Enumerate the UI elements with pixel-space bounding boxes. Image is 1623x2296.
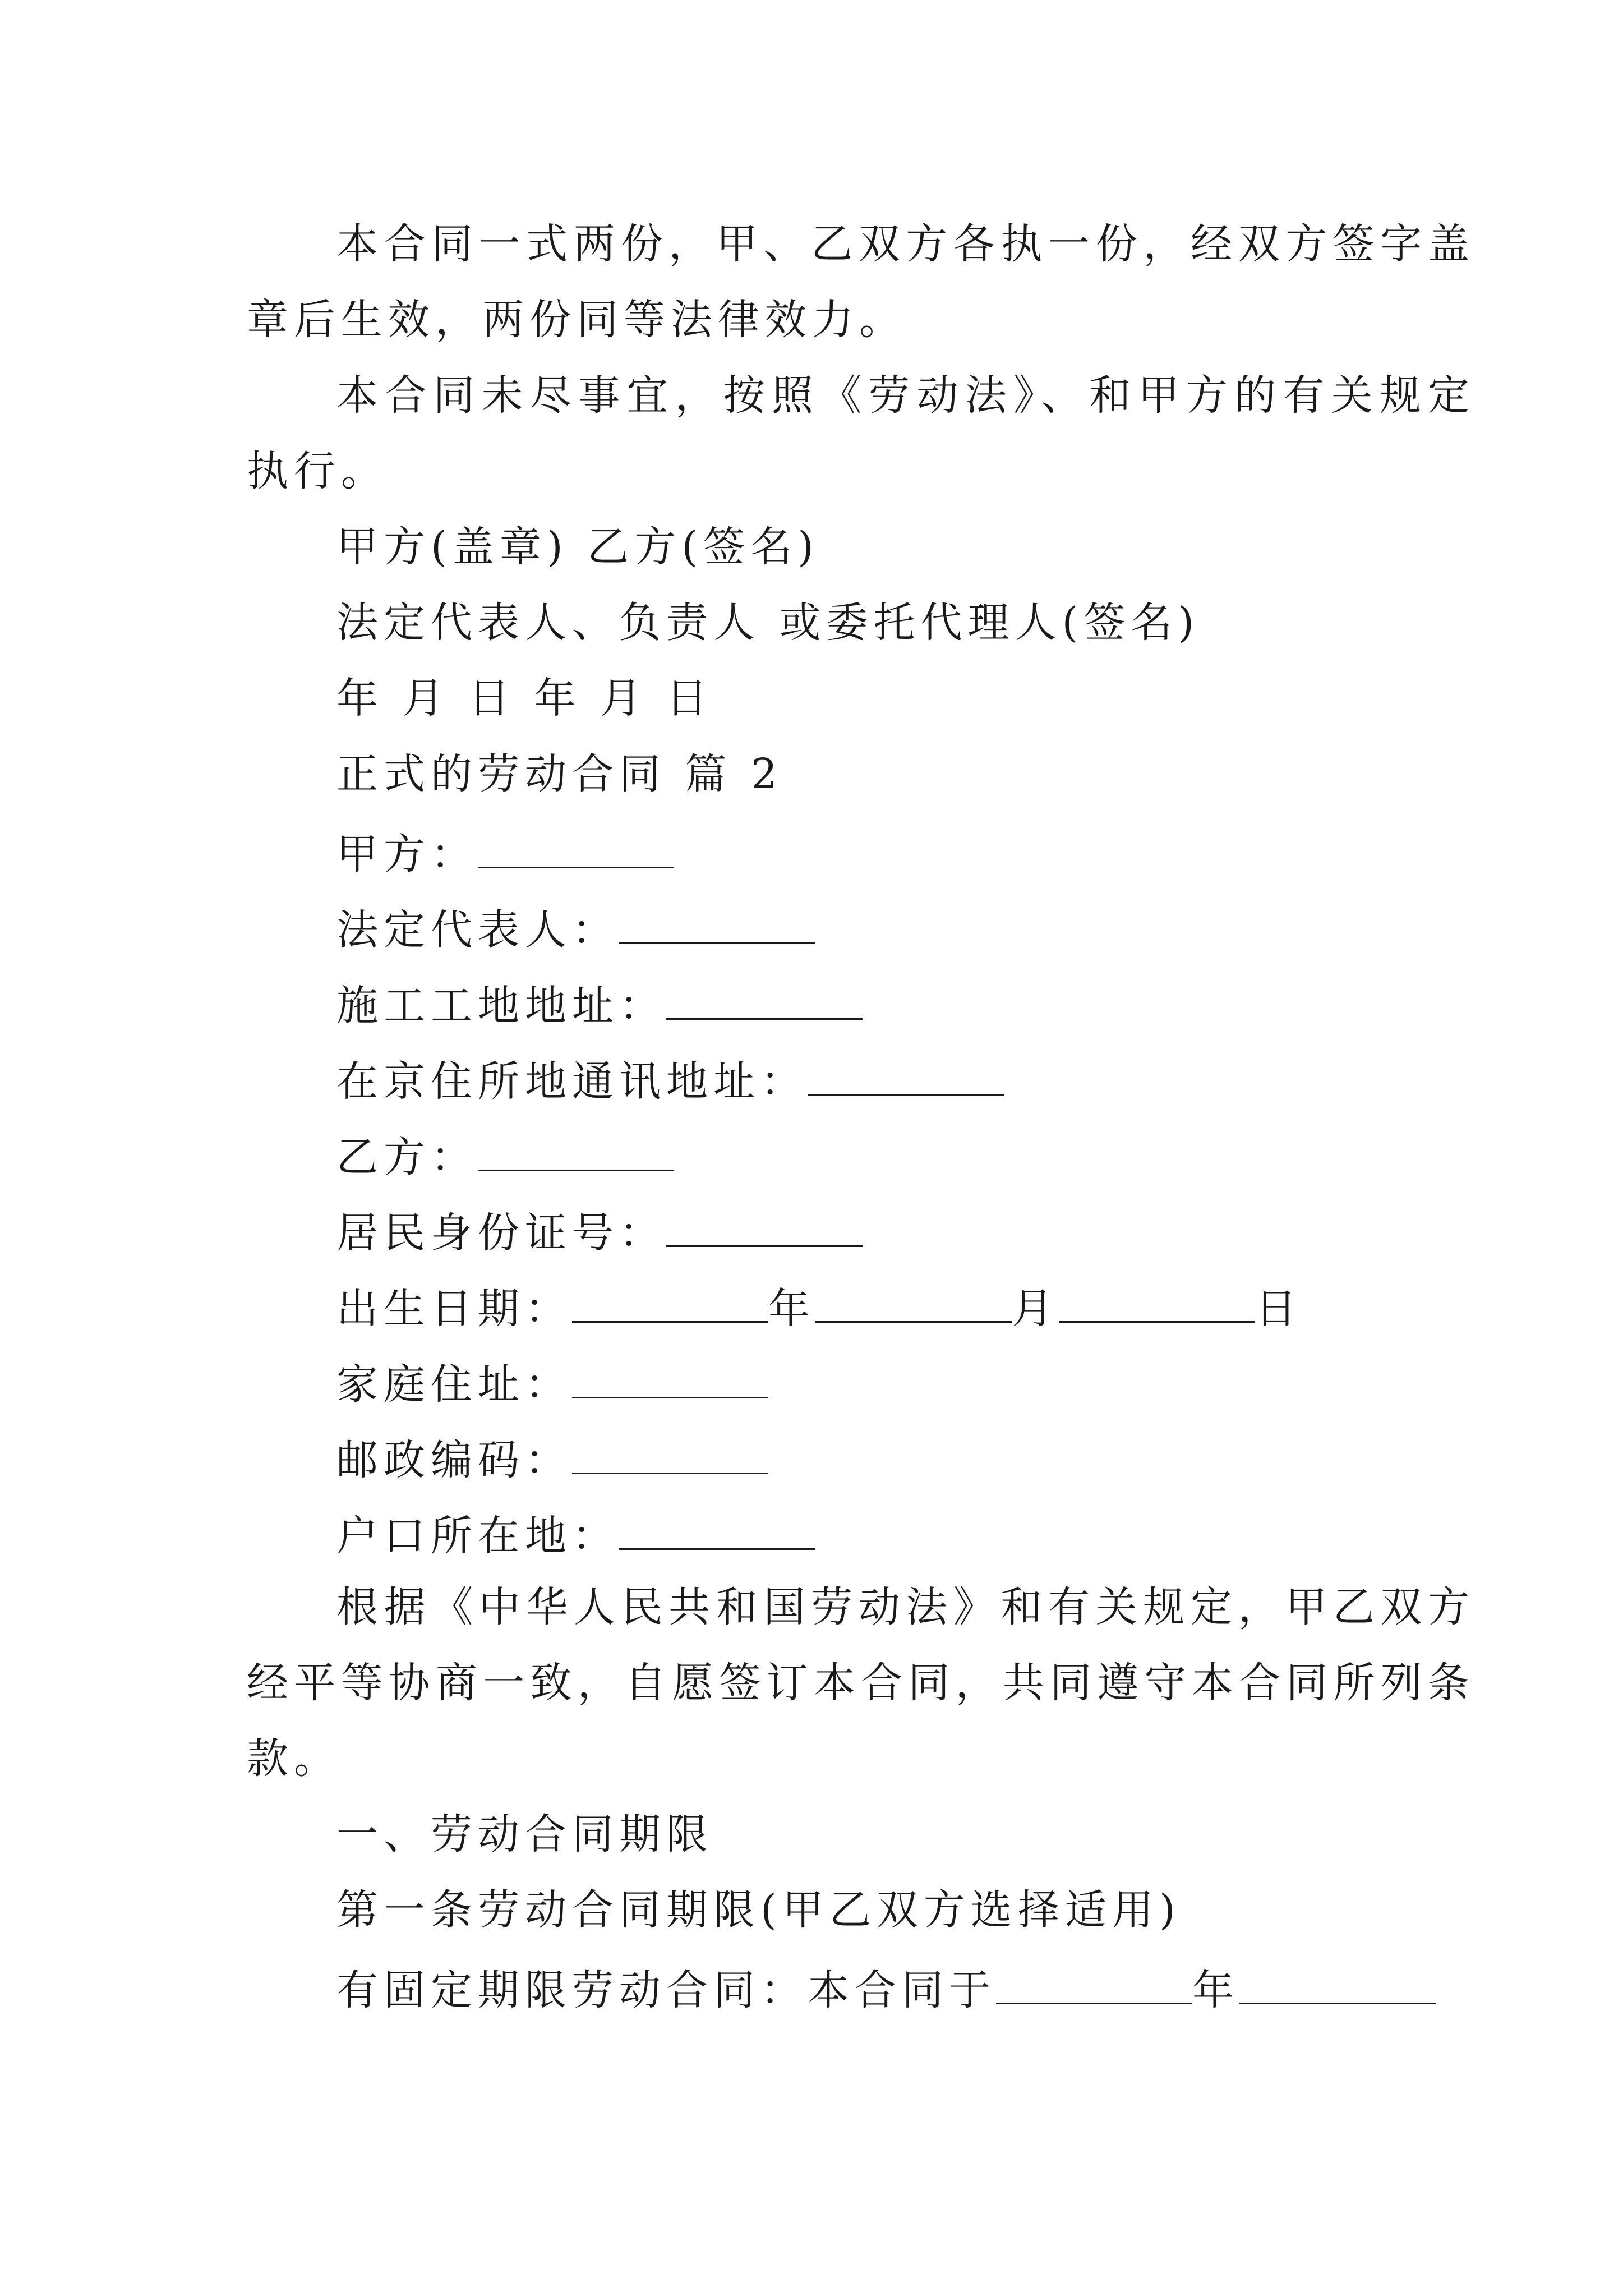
blank-line bbox=[619, 898, 815, 944]
paragraph-line: 执行。 bbox=[247, 447, 388, 495]
field-birth-date bbox=[336, 1276, 1302, 1337]
blank-line bbox=[619, 1503, 815, 1550]
field-label: 户口所在地： bbox=[336, 1512, 619, 1560]
blank-line bbox=[572, 1352, 768, 1398]
field-label: 甲方： bbox=[336, 830, 478, 878]
field-hukou bbox=[336, 1503, 815, 1564]
field-label: 出生日期： bbox=[336, 1285, 572, 1333]
paragraph-line: 本合同未尽事宜，按照《劳动法》、和甲方的有关规定 bbox=[336, 371, 1469, 420]
representative-line: 法定代表人、负责人 或委托代理人(签名) bbox=[336, 599, 1200, 647]
field-legal-rep bbox=[336, 898, 815, 958]
blank-line bbox=[808, 1049, 1004, 1096]
field-label: 有固定期限劳动合同：本合同于 bbox=[336, 1966, 996, 2014]
blank-line bbox=[478, 1125, 674, 1171]
section-title: 正式的劳动合同 篇 2 bbox=[336, 750, 783, 798]
year-label: 年 bbox=[768, 1285, 815, 1333]
field-label: 施工工地地址： bbox=[336, 982, 666, 1030]
paragraph-line: 本合同一式两份，甲、乙双方各执一份，经双方签字盖 bbox=[336, 220, 1469, 268]
paragraph-line: 章后生效，两份同等法律效力。 bbox=[247, 296, 906, 344]
field-site-address bbox=[336, 973, 863, 1034]
article-heading: 第一条劳动合同期限(甲乙双方选择适用) bbox=[336, 1886, 1181, 1934]
blank-line bbox=[1059, 1276, 1255, 1323]
month-label: 月 bbox=[1012, 1285, 1059, 1333]
blank-line bbox=[572, 1276, 768, 1323]
paragraph-line: 款。 bbox=[247, 1734, 341, 1783]
day-label: 日 bbox=[1255, 1285, 1302, 1333]
year-label: 年 bbox=[1192, 1966, 1239, 2014]
field-beijing-address bbox=[336, 1049, 1004, 1110]
blank-line bbox=[666, 973, 863, 1020]
blank-line bbox=[572, 1428, 768, 1474]
paragraph-line: 经平等协商一致，自愿签订本合同，共同遵守本合同所列条 bbox=[247, 1659, 1469, 1707]
field-home-address bbox=[336, 1352, 768, 1412]
date-line: 年 月 日 年 月 日 bbox=[336, 674, 713, 723]
field-id-number bbox=[336, 1200, 863, 1261]
blank-line bbox=[1239, 1958, 1436, 2004]
paragraph-line: 根据《中华人民共和国劳动法》和有关规定，甲乙双方 bbox=[336, 1583, 1469, 1631]
signature-line: 甲方(盖章) 乙方(签名) bbox=[336, 523, 820, 571]
field-label: 乙方： bbox=[336, 1133, 478, 1181]
field-party-a bbox=[336, 822, 674, 882]
field-label: 居民身份证号： bbox=[336, 1209, 666, 1257]
field-label: 法定代表人： bbox=[336, 906, 619, 954]
blank-line bbox=[996, 1958, 1192, 2004]
field-party-b bbox=[336, 1125, 674, 1185]
chapter-heading: 一、劳动合同期限 bbox=[336, 1810, 713, 1858]
blank-line bbox=[815, 1276, 1012, 1323]
field-label: 在京住所地通讯地址： bbox=[336, 1057, 808, 1106]
blank-line bbox=[666, 1200, 863, 1247]
field-label: 家庭住址： bbox=[336, 1360, 572, 1409]
field-postal-code bbox=[336, 1428, 768, 1488]
field-fixed-term bbox=[336, 1958, 1436, 2018]
field-label: 邮政编码： bbox=[336, 1436, 572, 1484]
blank-line bbox=[478, 822, 674, 868]
